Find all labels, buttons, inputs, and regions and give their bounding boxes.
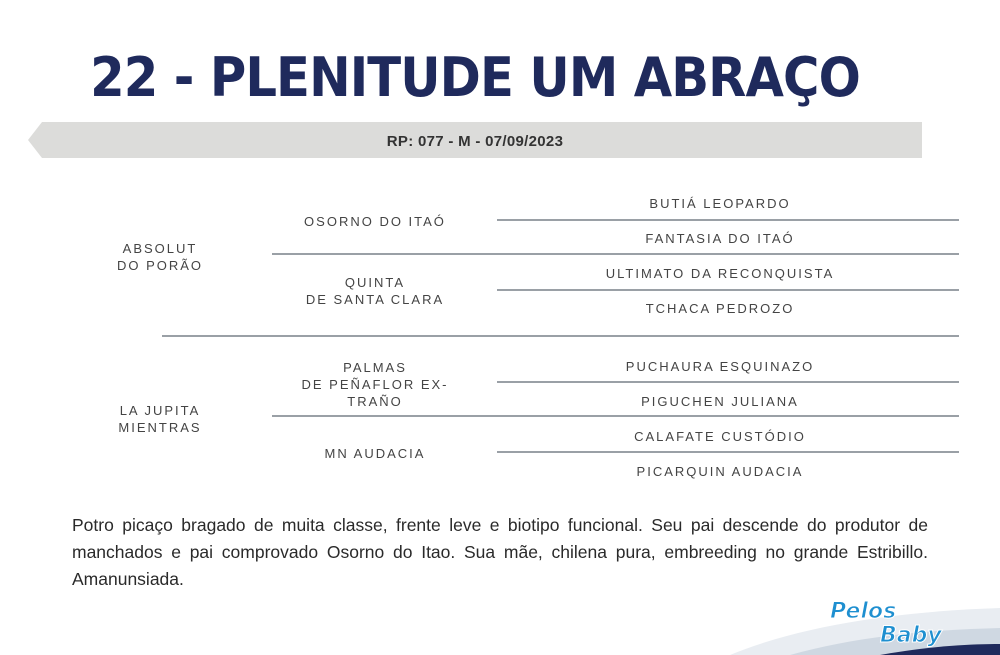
pedigree-divider [162,335,959,337]
great-grandparent-5: PUCHAURA ESQUINAZO [625,359,815,374]
great-grandparent-7: CALAFATE CUSTÓDIO [634,429,806,444]
maternal-grandsire-name: PALMAS DE PEÑAFLOR EX- TRAÑO [301,360,449,409]
pedigree-divider [497,381,959,383]
pedigree-divider [272,415,959,417]
logo-line-1: Pelos [830,599,897,624]
horse-title: 22 - PLENITUDE UM ABRAÇO [90,46,860,109]
registration-info: RP: 077 - M - 07/09/2023 [386,133,564,150]
pedigree-divider [497,289,959,291]
great-grandparent-1: BUTIÁ LEOPARDO [649,196,791,211]
logo-line-2: Baby [880,623,942,648]
great-grandparent-3: ULTIMATO DA RECONQUISTA [605,266,835,281]
pedigree-divider [272,253,959,255]
great-grandparent-2: FANTASIA DO ITAÓ [645,231,795,246]
great-grandparent-6: PIGUCHEN JULIANA [641,394,799,409]
paternal-grandsire-name: OSORNO DO ITAÓ [304,214,446,229]
paternal-granddam-name: QUINTA DE SANTA CLARA [305,275,445,307]
pedigree-divider [497,219,959,221]
great-grandparent-4: TCHACA PEDROZO [645,301,795,316]
dam-name: LA JUPITA MIENTRAS [118,403,202,435]
great-grandparent-8: PICARQUIN AUDACIA [636,464,804,479]
horse-description: Potro picaço bragado de muita classe, frente leve e biotipo funcional. Seu pai descende do produtor de manchados e pai comprovado Osorno do Itao. Sua mãe, chilena pura, embreeding no grande Estribillo. Amanunsiada. [72,515,928,589]
sire-name: ABSOLUT DO PORÃO [116,241,204,273]
pelos-baby-logo [822,592,972,652]
maternal-granddam-name: MN AUDACIA [324,446,426,461]
pedigree-divider [497,451,959,453]
